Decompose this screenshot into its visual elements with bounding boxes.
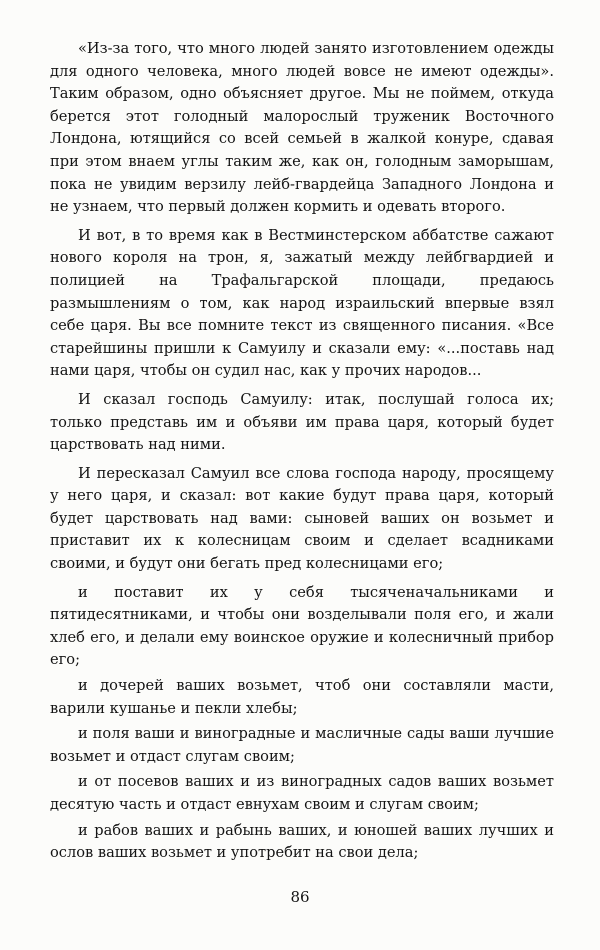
page-text [50, 38, 554, 868]
verse: и рабов ваших и рабынь ваших, и юношей ваших лучших и ослов ваших возьмет и употребит на свои дела; [50, 821, 554, 862]
paragraph: «Из-за того, что много людей занято изготовлением одежды для одного человека, много людей вовсе не имеют одежды». Таким образом, одно объясняет другое. Мы не поймем, откуда берется этот голодный малорослый труженик Восточного Лондона, ютящийся со всей семьей в жалкой конуре, сдавая при этом внаем углы таким же, как он, голодным заморышам, пока не увидим верзилу лейб-гвардейца Западного Лондона и не узнаем, что первый должен кормить и одевать второго. [50, 40, 554, 216]
verse: и поставит их у себя тысяченачальниками и пятидесятниками, и чтобы они возделывали поля его, и жали хлеб его, и делали ему воинское оружие и колесничный прибор его; [50, 583, 554, 669]
paragraph: И пересказал Самуил все слова господа народу, просящему у него царя, и сказал: вот какие будут права царя, который будет царствовать над вами: сыновей ваших он возьмет и приставит их к колесницам своим и сделает всадниками своими, и будут они бегать пред колесницами его; [50, 464, 554, 573]
verse: и от посевов ваших и из виноградных садов ваших возьмет десятую часть и отдаст евнухам своим и слугам своим; [50, 773, 554, 813]
paragraph: И сказал господь Самуилу: итак, послушай голоса их; только представь им и объяви им права царя, который будет царствовать над ними. [50, 390, 554, 454]
page-number: 86 [290, 888, 310, 906]
paragraph: И вот, в то время как в Вестминстерском аббатстве сажают нового короля на трон, я, зажатый между лейбгвардией и полицией на Трафальгарской площади, предаюсь размышлениям о том, как народ израильский впервые взял себе царя. Вы все помните текст из священного писания. «Все старейшины пришли к Самуилу и сказали ему: «...поставь над нами царя, чтобы он судил нас, как у прочих народов... [50, 226, 554, 380]
verse: и поля ваши и виноградные и масличные сады ваши лучшие возьмет и отдаст слугам своим; [50, 725, 554, 765]
verse: и дочерей ваших возьмет, чтоб они составляли масти, варили кушанье и пекли хлебы; [50, 677, 554, 717]
